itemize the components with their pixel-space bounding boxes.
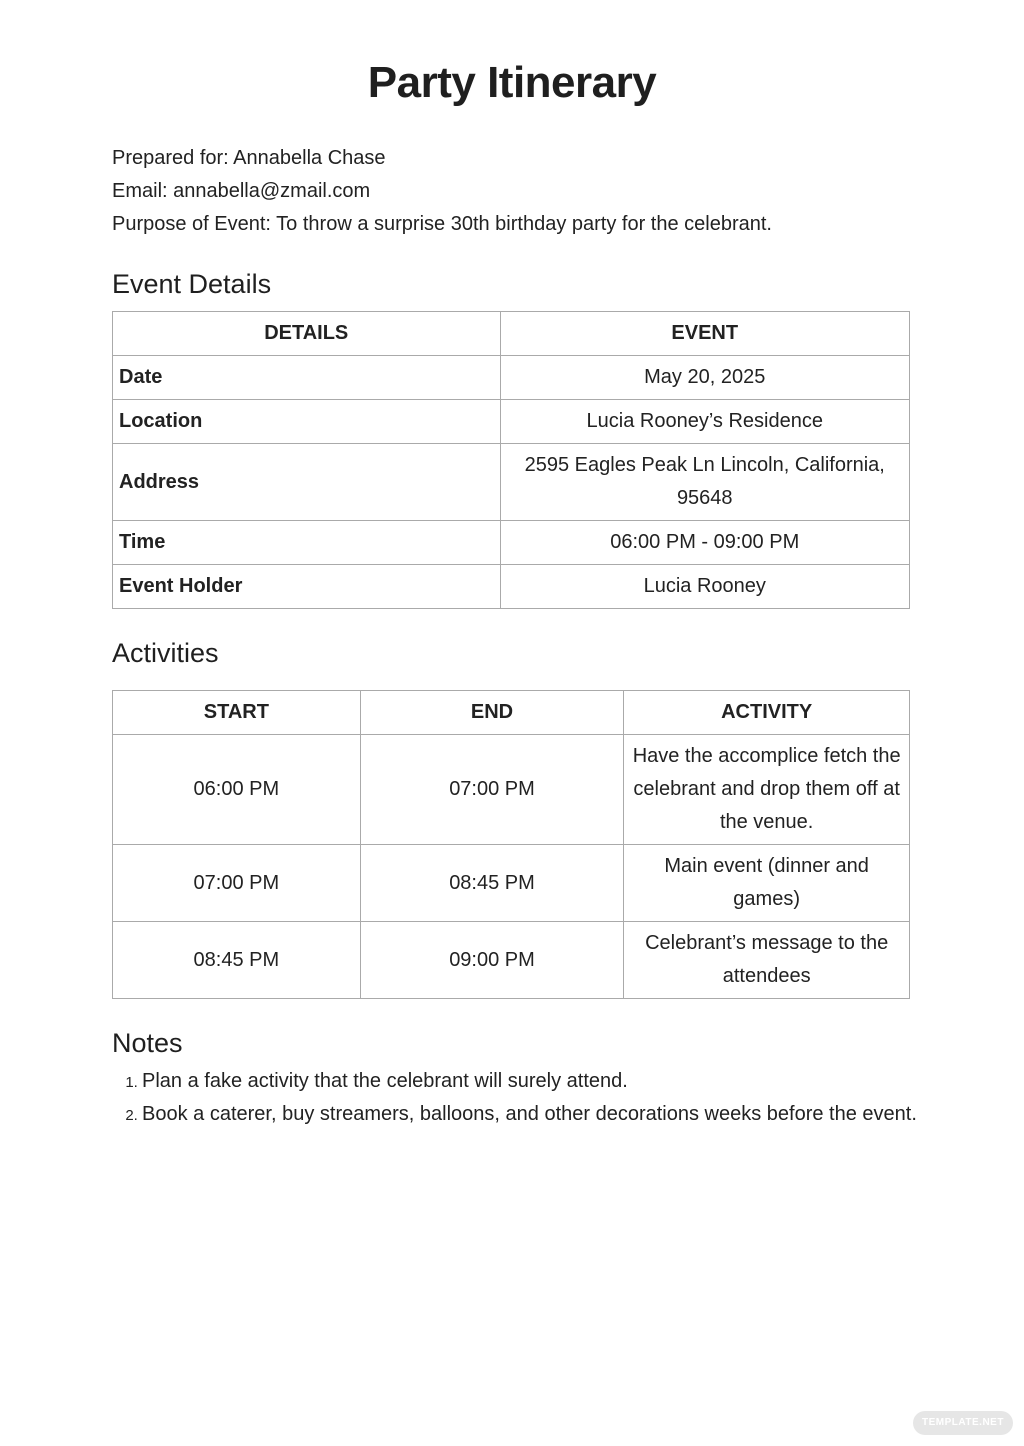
table-row (113, 735, 910, 845)
activity-description-cell: Main event (dinner and games) (624, 845, 910, 922)
intro-block (112, 142, 912, 241)
row-label-address: Address (113, 444, 501, 521)
table-header-row (113, 312, 910, 356)
email-line: Email: annabella@zmail.com (112, 180, 371, 202)
row-value-address: 2595 Eagles Peak Ln Lincoln, California, 95648 (500, 444, 910, 521)
activity-start-cell: 06:00 PM (113, 735, 361, 845)
activity-start-cell: 07:00 PM (113, 845, 361, 922)
header-cell-start: START (113, 691, 361, 735)
header-cell-details: DETAILS (113, 312, 501, 356)
table-row (113, 565, 910, 609)
activity-end-cell: 07:00 PM (360, 735, 624, 845)
activity-start-cell: 08:45 PM (113, 922, 361, 999)
header-cell-event: EVENT (500, 312, 910, 356)
table-row (113, 521, 910, 565)
table-row (113, 845, 910, 922)
header-cell-end: END (360, 691, 624, 735)
activity-end-cell: 08:45 PM (360, 845, 624, 922)
list-item: 1. Plan a fake activity that the celebrant will surely attend. (142, 1065, 932, 1098)
watermark-badge: TEMPLATE.NET (913, 1411, 1013, 1435)
activities-heading: Activities (112, 638, 219, 668)
notes-list (112, 1065, 932, 1131)
table-row (113, 400, 910, 444)
prepared-for-line: Prepared for: Annabella Chase (112, 147, 386, 169)
table-row (113, 356, 910, 400)
row-label-date: Date (113, 356, 501, 400)
event-details-heading: Event Details (112, 269, 272, 299)
row-value-time: 06:00 PM - 09:00 PM (500, 521, 910, 565)
notes-heading: Notes (112, 1028, 183, 1058)
row-value-location: Lucia Rooney’s Residence (500, 400, 910, 444)
table-header-row (113, 691, 910, 735)
row-label-time: Time (113, 521, 501, 565)
row-value-date: May 20, 2025 (500, 356, 910, 400)
activities-table (112, 690, 910, 999)
activity-end-cell: 09:00 PM (360, 922, 624, 999)
table-row (113, 444, 910, 521)
list-item: 2. Book a caterer, buy streamers, balloons, and other decorations weeks before the event. (142, 1098, 932, 1131)
page-title: Party Itinerary (367, 58, 657, 107)
table-row (113, 922, 910, 999)
header-cell-activity: ACTIVITY (624, 691, 910, 735)
purpose-line: Purpose of Event: To throw a surprise 30th birthday party for the celebrant. (112, 213, 772, 235)
event-details-table (112, 311, 910, 609)
row-label-event-holder: Event Holder (113, 565, 501, 609)
row-value-event-holder: Lucia Rooney (500, 565, 910, 609)
row-label-location: Location (113, 400, 501, 444)
activity-description-cell: Have the accomplice fetch the celebrant and drop them off at the venue. (624, 735, 910, 845)
activity-description-cell: Celebrant’s message to the attendees (624, 922, 910, 999)
